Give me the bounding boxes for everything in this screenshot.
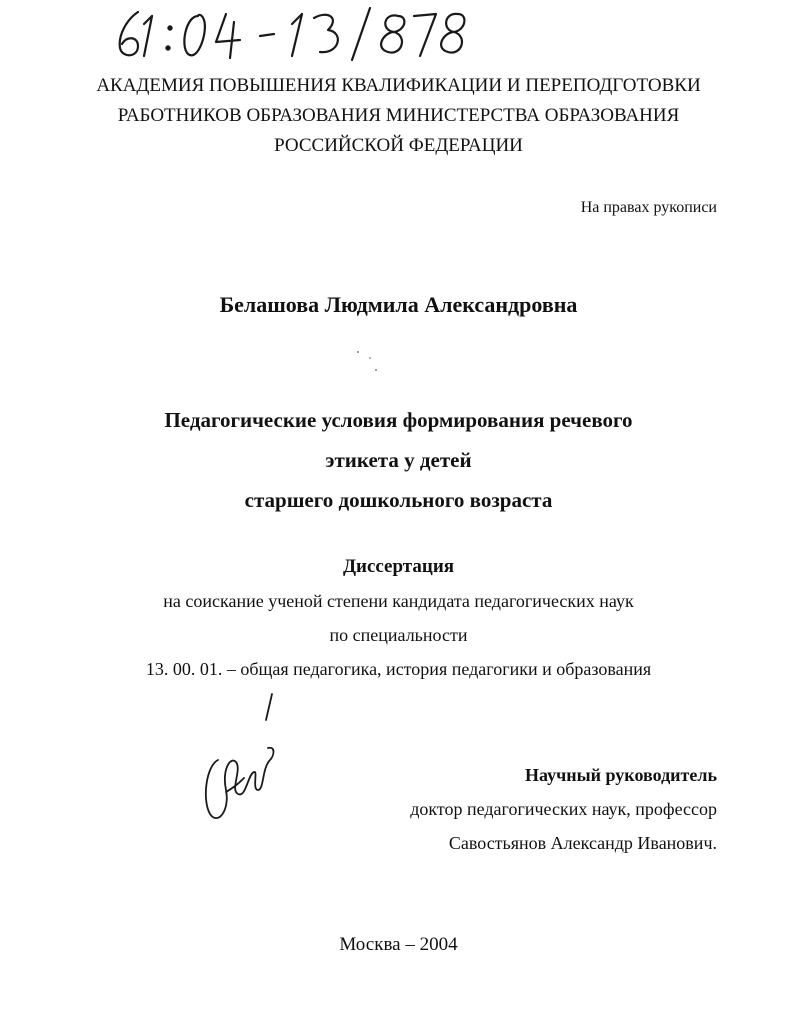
title-line: старшего дошкольного возраста: [244, 488, 553, 512]
organization-line: РОССИЙСКОЙ ФЕДЕРАЦИИ: [274, 135, 523, 156]
signature-drawing: [196, 690, 286, 830]
supervisor-heading: Научный руководитель: [525, 765, 717, 785]
dissertation-line: 13. 00. 01. – общая педагогика, история педагогики и образования: [145, 659, 652, 679]
supervisor-block: [410, 758, 717, 860]
title-line: Педагогические условия формирования речевого: [164, 408, 633, 432]
manuscript-rights: На правах рукописи: [580, 199, 717, 216]
dissertation-line: по специальности: [329, 625, 468, 645]
supervisor-degree: доктор педагогических наук, профессор: [410, 799, 717, 819]
dissertation-title: [0, 400, 797, 520]
organization-block: [0, 71, 797, 161]
city-year: Москва – 2004: [339, 934, 458, 955]
title-line: этикета у детей: [325, 448, 472, 472]
handwritten-signature: [196, 690, 286, 830]
dissertation-description: [0, 550, 797, 686]
author-name: Белашова Людмила Александровна: [219, 292, 578, 317]
dissertation-heading: Диссертация: [342, 556, 455, 577]
handwritten-catalog-number: [108, 2, 488, 62]
organization-line: АКАДЕМИЯ ПОВЫШЕНИЯ КВАЛИФИКАЦИИ И ПЕРЕПОДГОТОВКИ: [96, 75, 701, 96]
dissertation-line: на соискание ученой степени кандидата педагогических наук: [163, 591, 634, 611]
scan-specks: [340, 340, 400, 380]
organization-line: РАБОТНИКОВ ОБРАЗОВАНИЯ МИНИСТЕРСТВА ОБРАЗОВАНИЯ: [117, 105, 680, 126]
supervisor-name: Савостьянов Александр Иванович.: [448, 833, 717, 853]
catalog-number-drawing: [108, 2, 488, 62]
